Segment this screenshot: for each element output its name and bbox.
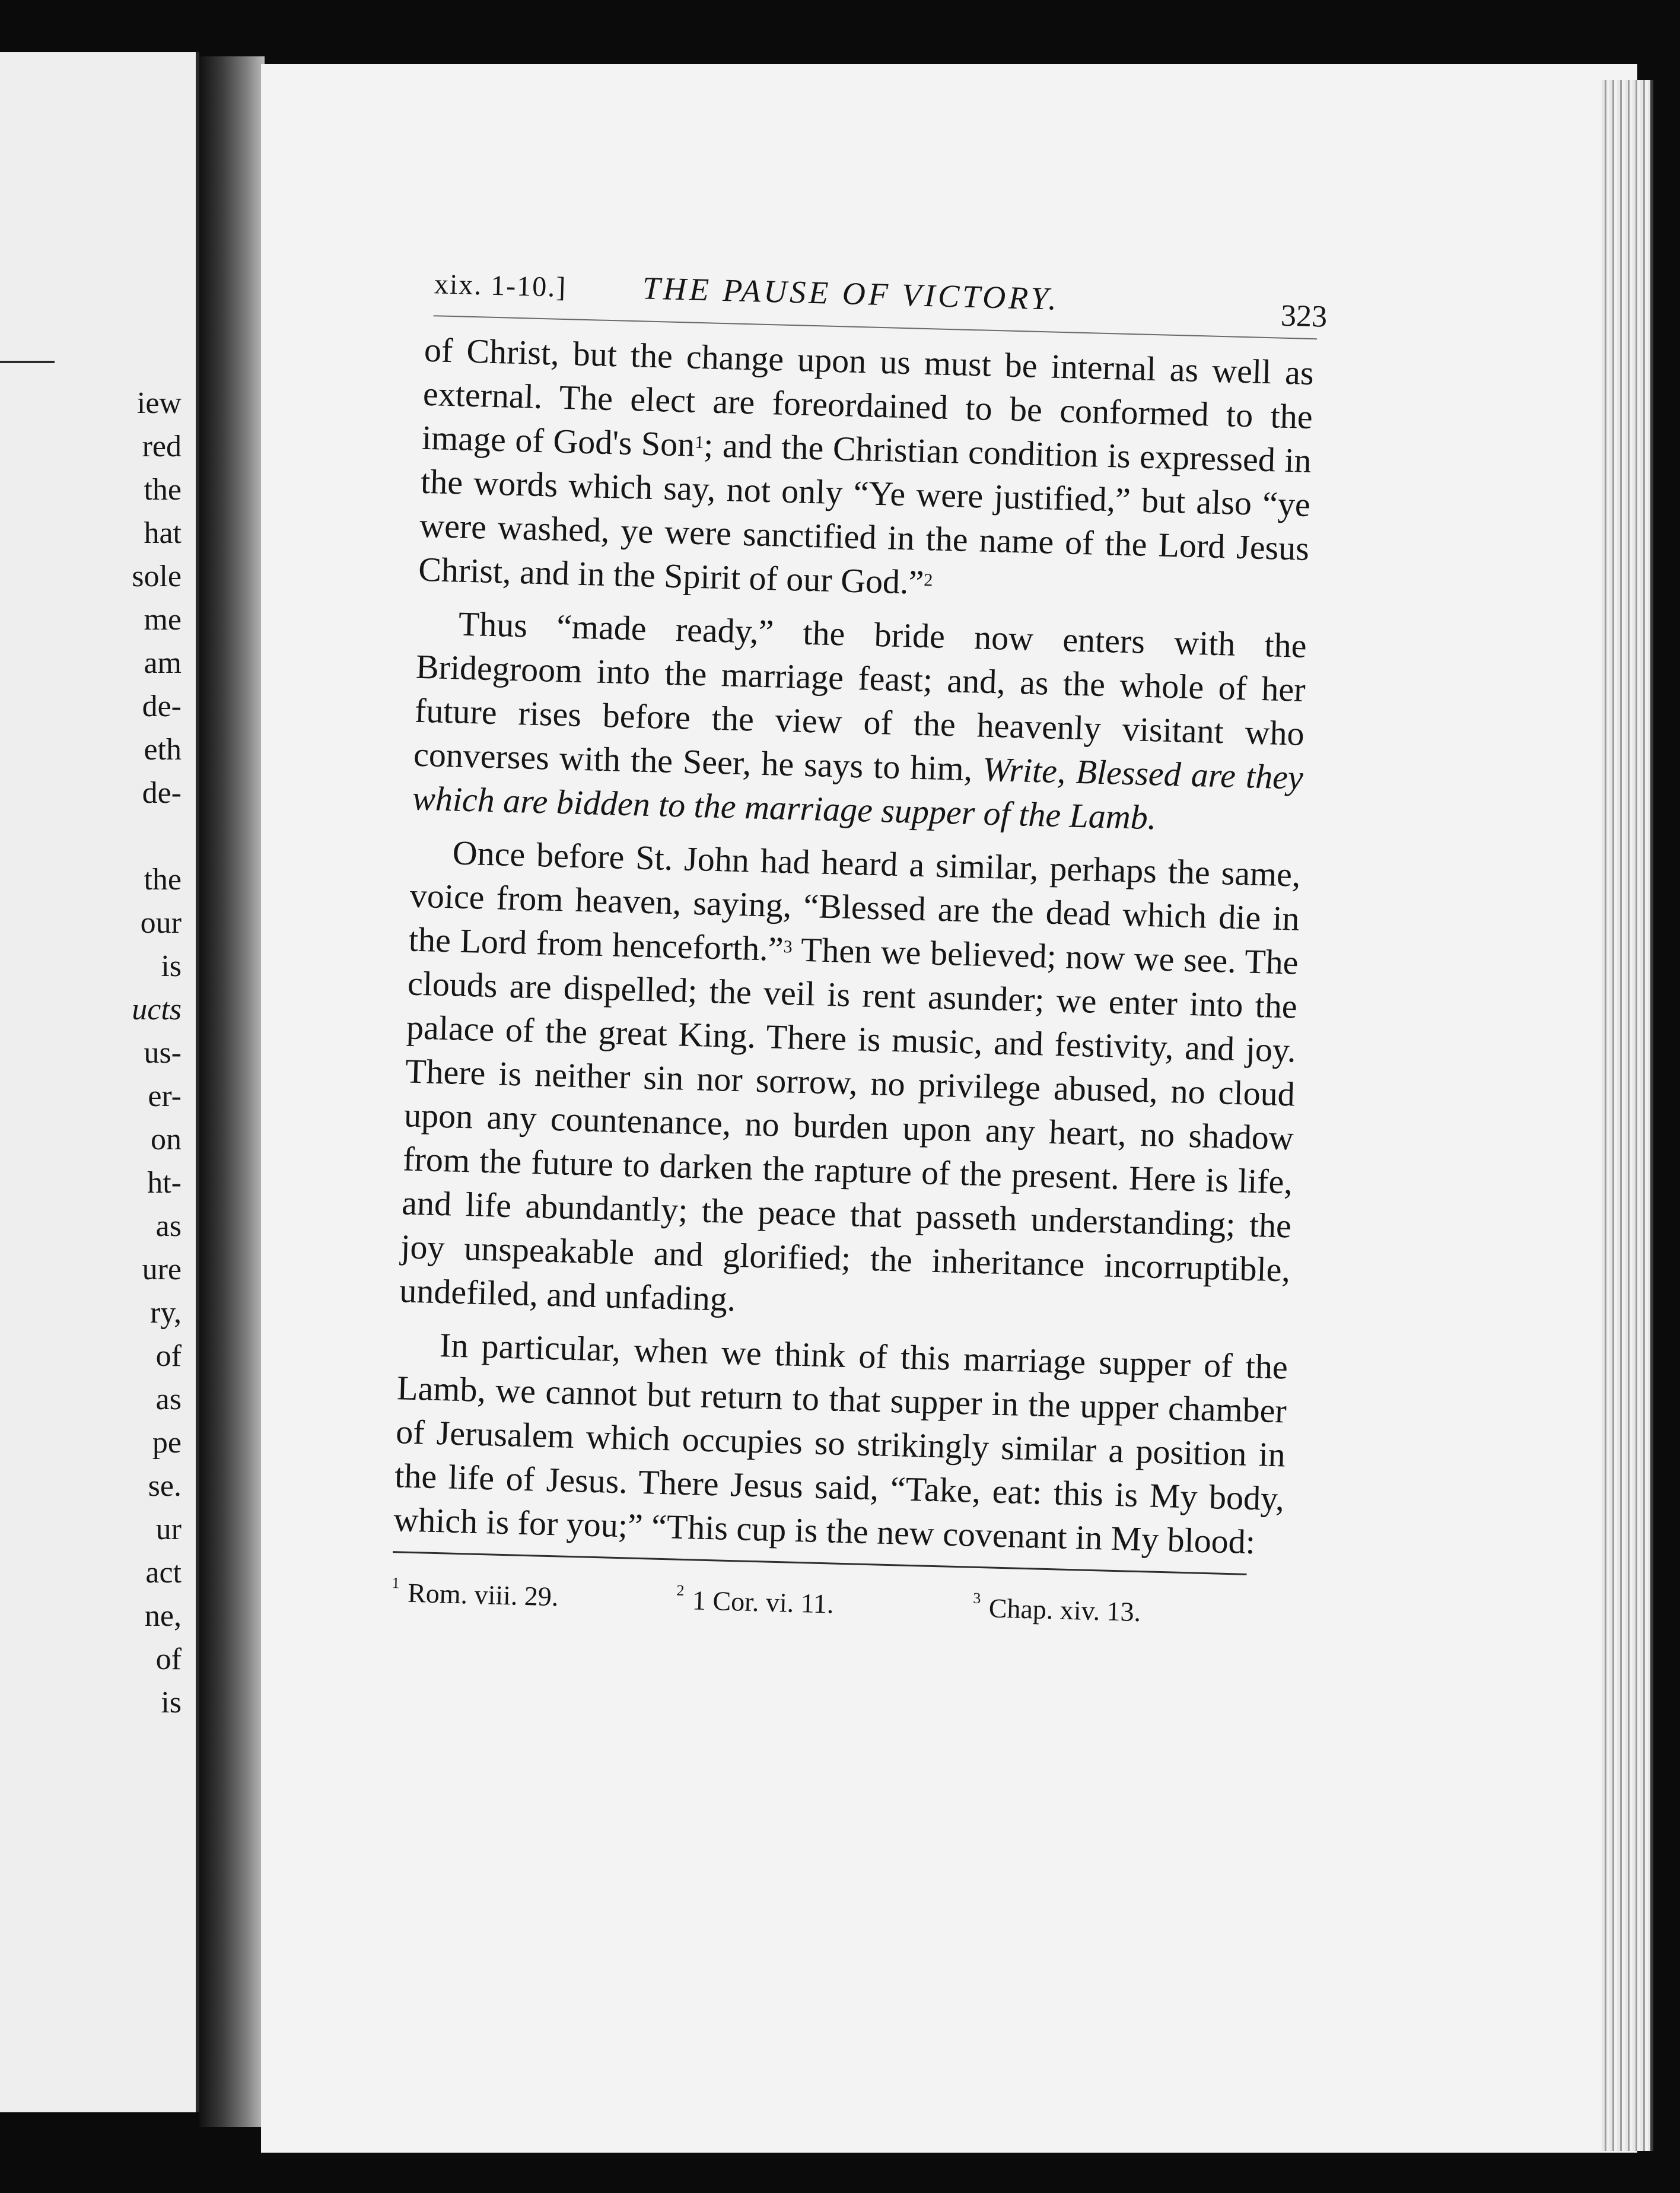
previous-page-line: the <box>144 863 182 897</box>
previous-page-line: the <box>144 473 182 507</box>
footnote-mark: 1 <box>392 1574 400 1592</box>
footnote-text: Chap. xiv. 13. <box>988 1593 1141 1628</box>
page-text-block <box>326 237 1328 1641</box>
previous-page-line: se. <box>148 1469 182 1503</box>
previous-page-line: sole <box>132 560 182 593</box>
paragraph-text: Then we believed; now we see. The clouds are dispelled; the veil is rent asunder; we enter into the palace of the great King. There is music, and festivity, and joy. There is neither sin nor sorrow, no privilege abused, no cloud upon any countenance, no burden upon any heart, no shadow from the future to darken the rapture of the present. Here is life, and life abundantly; the peace that passeth understanding; the joy unspeakable and glorified; the inheritance incorruptible, undefiled, and unfading. <box>399 930 1299 1319</box>
paragraph-text: Once before St. John had heard a similar, perhaps the same, voice from heaven, saying, “Blessed are the dead which die in the Lord from henceforth.” <box>408 833 1302 968</box>
previous-page-line: is <box>161 1686 182 1720</box>
previous-page-line: on <box>151 1123 182 1156</box>
previous-page-line: hat <box>144 516 182 550</box>
previous-page-line: me <box>144 603 182 637</box>
previous-page-line: of <box>155 1339 182 1373</box>
paragraph-text: ; and the Christian condition is expressed in the words which say, not only “Ye were justified,” but also “ye were washed, ye were sanctified in the name of the Lord Jesus Christ, and in the Spirit of our God.” <box>418 425 1312 602</box>
paragraph <box>412 601 1307 844</box>
previous-page-line: ur <box>155 1512 182 1546</box>
previous-page-line: er- <box>148 1079 182 1113</box>
page-number: 323 <box>1280 298 1328 334</box>
footnote-ref: 3 <box>783 937 793 957</box>
paragraph <box>393 1322 1288 1565</box>
paragraph-text: Thus “made ready,” the bride now enters with the Bridegroom into the marriage feast; and, as the whole of her future rises before the view of the heavenly visitant who converses with the Seer, he says to him, <box>413 604 1307 789</box>
previous-page-line: pe <box>152 1426 182 1460</box>
previous-page-text <box>132 382 182 1724</box>
previous-page-line: is <box>161 949 182 983</box>
previous-page-line: red <box>142 430 182 463</box>
previous-page-line: as <box>155 1209 182 1243</box>
italic-quotation: Write, Blessed are they which are bidden to the marriage supper of the Lamb. <box>412 749 1304 837</box>
previous-page-line: ne, <box>144 1599 182 1633</box>
previous-page-line: ht- <box>147 1166 182 1200</box>
previous-page-line: as <box>155 1382 182 1416</box>
paragraph-text: In particular, when we think of this marriage supper of the Lamb, we cannot but return to that supper in the upper chamber of Jerusalem which occupies so strikingly similar a position in the life of Jesus. There Jesus said, “Take, eat: this is My body, which is for you;” “This cup is the new covenant in My blood: <box>393 1326 1288 1562</box>
footnote-mark: 3 <box>972 1589 981 1607</box>
footnote <box>392 1574 559 1612</box>
footnote <box>676 1581 835 1620</box>
previous-page-line: de- <box>142 776 182 810</box>
footnote <box>972 1589 1141 1628</box>
paragraph <box>399 830 1302 1336</box>
footnote-text: Rom. viii. 29. <box>407 1577 559 1612</box>
body-text <box>328 326 1315 1565</box>
previous-page-line: us- <box>144 1036 182 1070</box>
running-title: THE PAUSE OF VICTORY. <box>642 270 1060 317</box>
paragraph-text: of Christ, but the change upon us must be internal as well as external. The elect are foreordained to be conformed to the image of God's Son <box>421 330 1315 464</box>
previous-page <box>0 52 199 2112</box>
previous-page-line: act <box>145 1556 182 1590</box>
previous-page-line: ucts <box>132 993 182 1026</box>
paragraph <box>418 328 1314 615</box>
previous-page-line: of <box>155 1642 182 1676</box>
footnote-mark: 2 <box>676 1581 685 1600</box>
previous-page-line: de- <box>142 689 182 723</box>
previous-page-line: ry, <box>150 1296 182 1330</box>
previous-page-line: eth <box>144 733 182 767</box>
previous-page-line: our <box>140 906 182 940</box>
page-edges <box>1602 80 1653 2151</box>
previous-page-line: iew <box>136 386 182 420</box>
previous-page-line <box>132 815 182 858</box>
chapter-reference: xix. 1-10.] <box>434 268 567 304</box>
footnote-ref: 1 <box>694 432 704 453</box>
previous-page-line: am <box>144 646 182 680</box>
footnote-ref: 2 <box>923 570 933 590</box>
footnote-text: 1 Cor. vi. 11. <box>692 1585 835 1619</box>
previous-page-line: ure <box>142 1253 182 1286</box>
previous-page-rule <box>0 361 55 363</box>
book-gutter <box>199 56 265 2127</box>
